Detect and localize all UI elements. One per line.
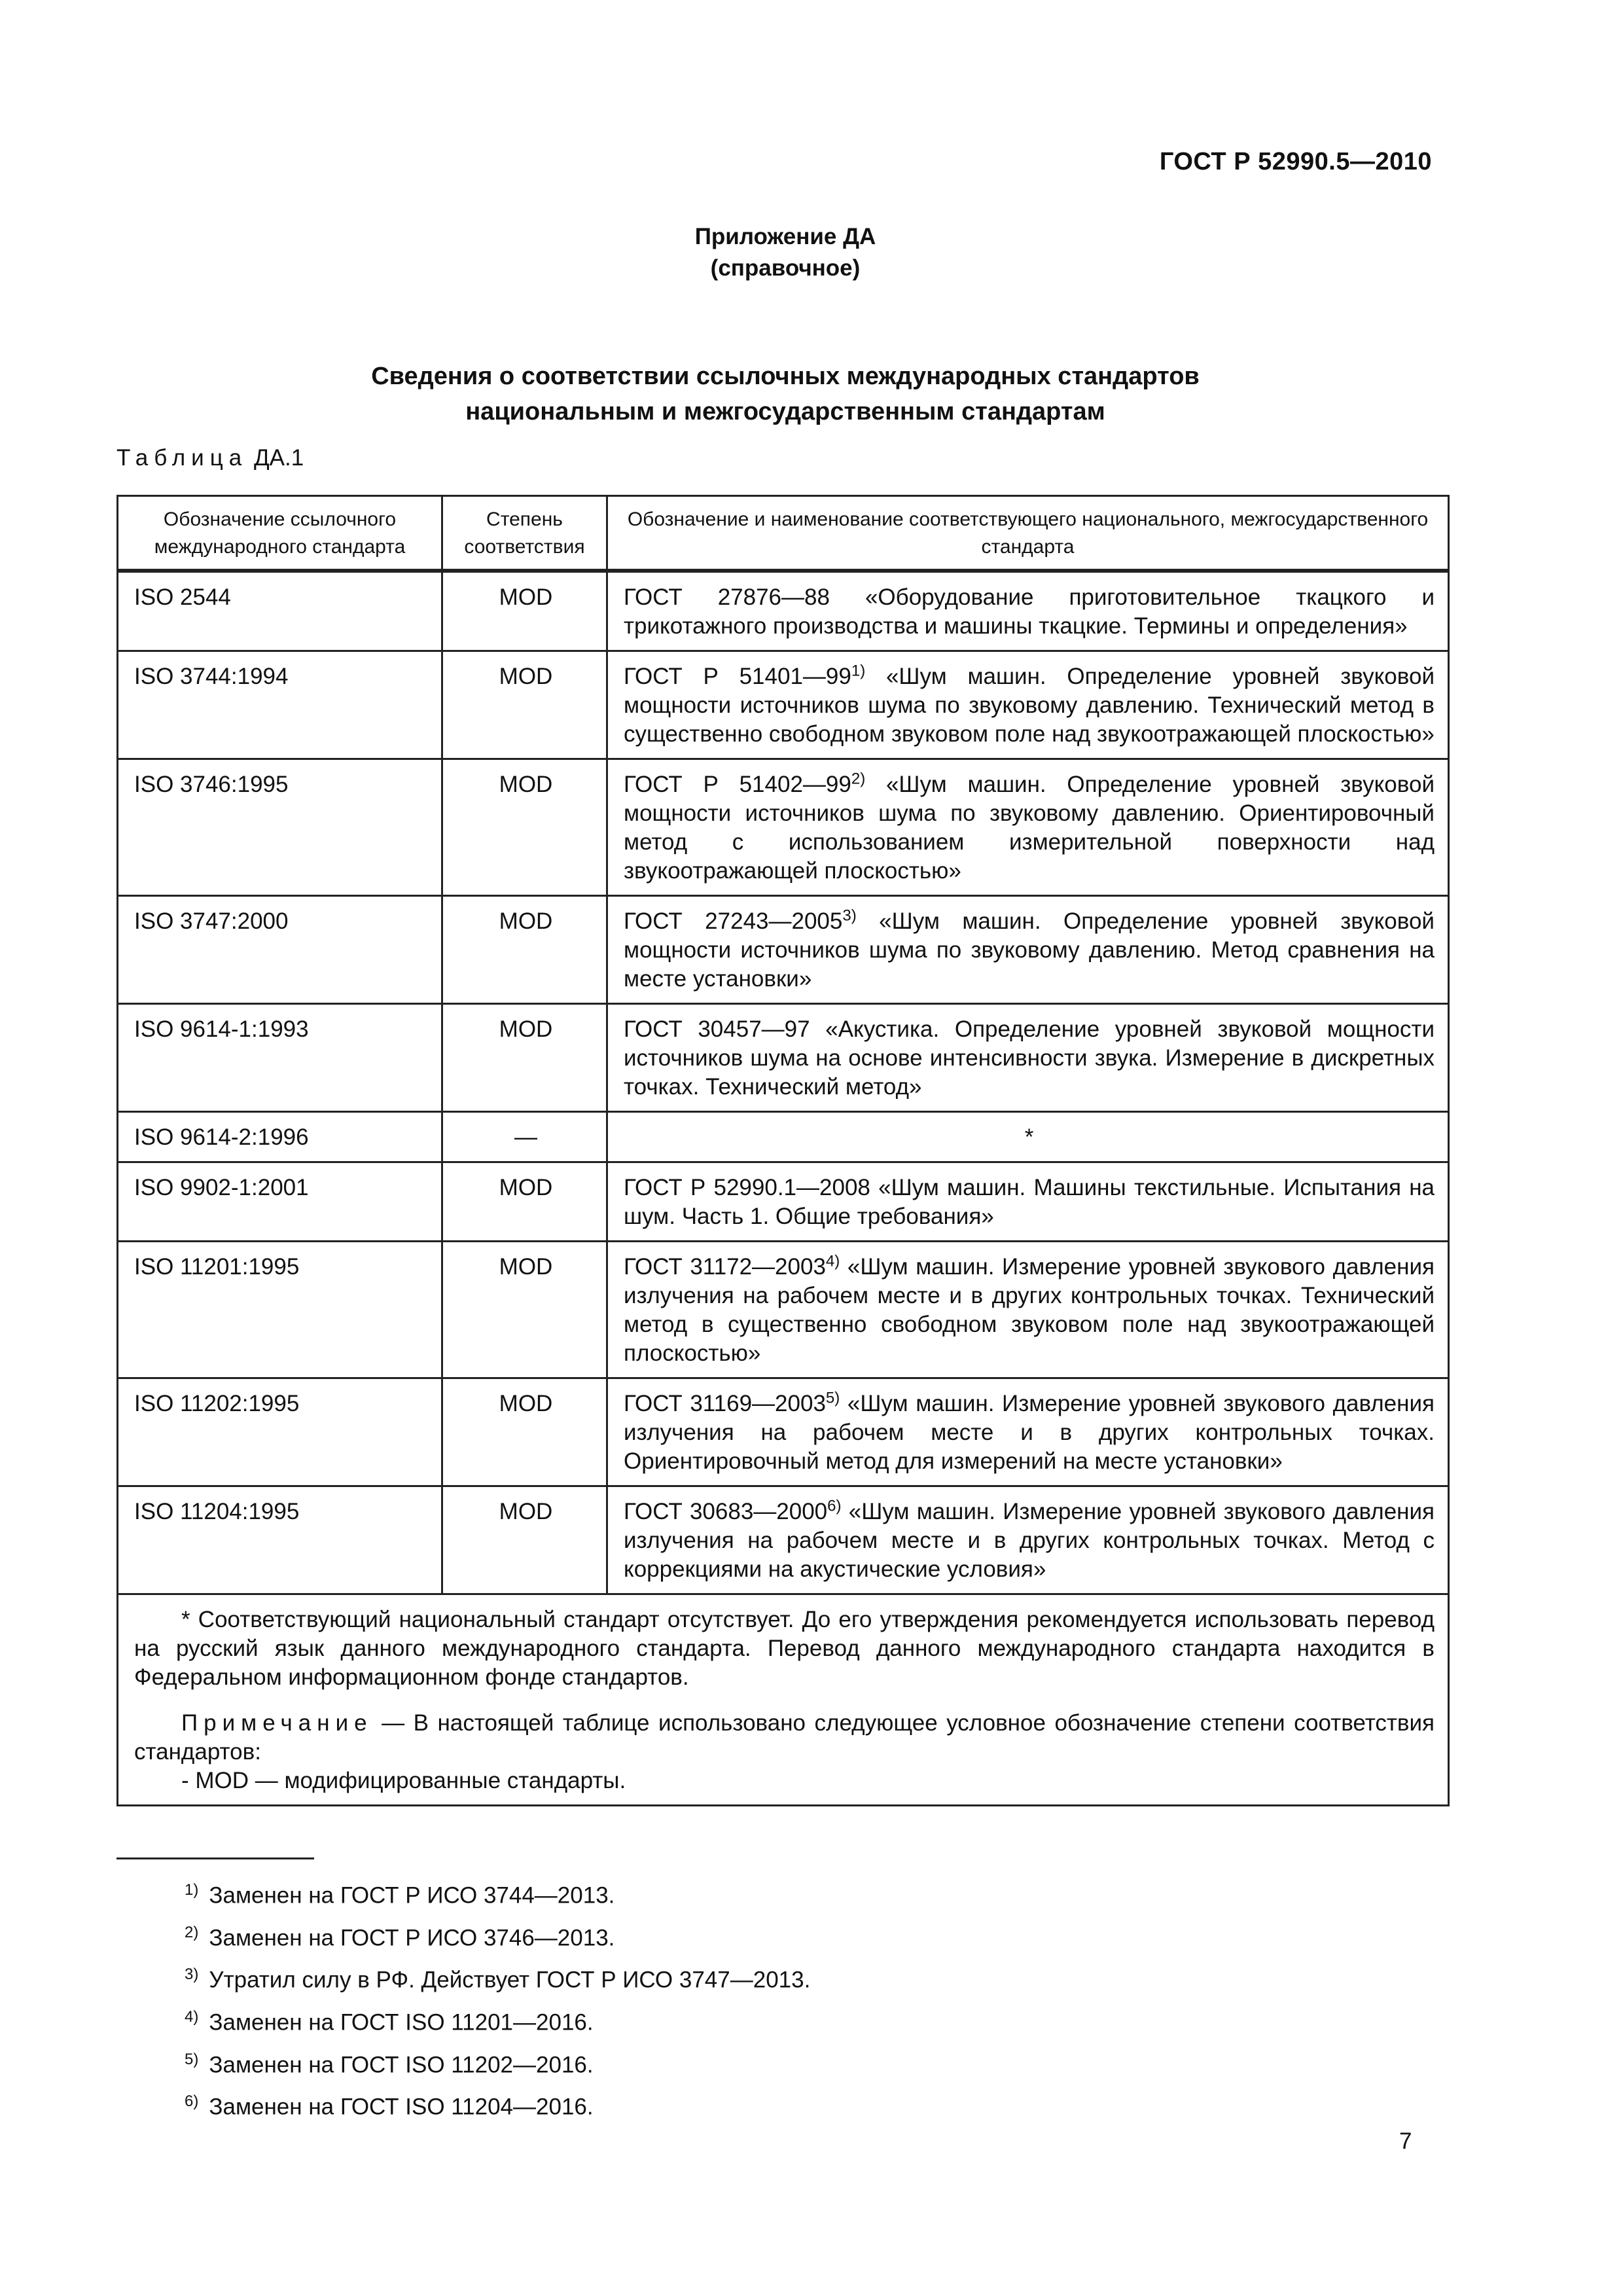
cell-national-standard	[607, 571, 1449, 651]
star-footnote: * Соответствующий национальный стандарт отсутствует. До его утверждения рекомендуется использовать перевод на русский язык данного международного стандарта. Перевод данного международного стандарта находится в Федеральном информационном фонде стандартов.	[134, 1607, 1435, 1690]
footnote-mark: 2)	[185, 1923, 199, 1941]
standard-title: «Шум машин. Машины текстильные. Испытания на шум. Часть 1. Общие требования»	[624, 1175, 1435, 1229]
table-caption	[116, 445, 304, 471]
standard-title: «Шум машин. Определение уровней звуковой мощности источников шума по звуковому давлению. Технический метод в существенно свободном звуковом поле над звукоотражающей плоскостью»	[624, 664, 1435, 747]
cell-international-standard: ISO 9614-2:1996	[118, 1112, 442, 1162]
standard-title: «Акустика. Определение уровней звуковой мощности источников шума на основе интенсивности звука. Измерение в дискретных точках. Технический метод»	[624, 1016, 1435, 1100]
footnote-text: Заменен на ГОСТ ISO 11202—2016.	[209, 2052, 594, 2078]
cell-international-standard: ISO 11201:1995	[118, 1242, 442, 1378]
page-number: 7	[1399, 2128, 1412, 2154]
footnote	[185, 1999, 810, 2041]
cell-international-standard: ISO 2544	[118, 571, 442, 651]
cell-degree: MOD	[442, 1242, 607, 1378]
cell-degree: MOD	[442, 571, 607, 651]
cell-degree: MOD	[442, 759, 607, 896]
table-row	[118, 1004, 1449, 1112]
note-text: — В настоящей таблице использовано следующее условное обозначение степени соответствия стандартов:	[134, 1710, 1435, 1765]
section-title	[0, 359, 1571, 429]
cell-national-standard	[607, 896, 1449, 1004]
cell-international-standard: ISO 9902-1:2001	[118, 1162, 442, 1242]
table-row	[118, 896, 1449, 1004]
footnote-ref: 3)	[842, 906, 857, 925]
cell-national-standard	[607, 1378, 1449, 1486]
footnote-ref: 4)	[825, 1252, 840, 1270]
cell-national-standard	[607, 759, 1449, 896]
table-caption-prefix: Таблица	[116, 445, 248, 471]
table-caption-id: ДА.1	[253, 445, 304, 471]
table-row	[118, 1378, 1449, 1486]
gost-designation: ГОСТ Р 51401—99	[624, 664, 851, 689]
footnote-text: Заменен на ГОСТ ISO 11204—2016.	[209, 2094, 594, 2120]
gost-designation: ГОСТ 30683—2000	[624, 1499, 828, 1524]
table-row	[118, 1242, 1449, 1378]
footnote	[185, 1914, 810, 1957]
gost-designation: ГОСТ 27243—2005	[624, 908, 843, 934]
cell-national-standard	[607, 1112, 1449, 1162]
cell-degree: MOD	[442, 1486, 607, 1594]
cell-degree: MOD	[442, 1004, 607, 1112]
cell-international-standard: ISO 3747:2000	[118, 896, 442, 1004]
table-header-row	[118, 496, 1449, 571]
appendix-subtitle: (справочное)	[710, 255, 861, 281]
note-label: Примечание	[181, 1710, 373, 1736]
cell-degree: —	[442, 1112, 607, 1162]
standard-title: «Шум машин. Измерение уровней звукового давления излучения на рабочем месте и в других контрольных точках. Технический метод в существенно свободном звуковом поле над звукоотражающей плоскостью»	[624, 1254, 1435, 1366]
standard-title: «Оборудование приготовительное ткацкого и трикотажного производства и машины ткацкие. Термины и определения»	[624, 584, 1435, 639]
cell-national-standard	[607, 1004, 1449, 1112]
table-row	[118, 1162, 1449, 1242]
table-row	[118, 651, 1449, 759]
cell-degree: MOD	[442, 1378, 607, 1486]
gost-designation: *	[1024, 1124, 1034, 1150]
cell-national-standard	[607, 651, 1449, 759]
footnotes	[185, 1872, 810, 2126]
footnote-ref: 2)	[851, 770, 866, 788]
gost-designation: ГОСТ 30457—97	[624, 1016, 810, 1042]
table-row	[118, 1486, 1449, 1594]
section-title-line-2: национальным и межгосударственным стандартам	[465, 398, 1105, 425]
header-degree: Степень соответствия	[442, 496, 607, 571]
header-national-standard: Обозначение и наименование соответствующего национального, межгосударственного стандарта	[607, 496, 1449, 571]
standard-title: «Шум машин. Измерение уровней звукового давления излучения на рабочем месте и в других контрольных точках. Ориентировочный метод для измерений на месте установки»	[624, 1391, 1435, 1474]
gost-designation: ГОСТ 31169—2003	[624, 1391, 826, 1416]
table-notes-row	[118, 1594, 1449, 1806]
cell-international-standard: ISO 3746:1995	[118, 759, 442, 896]
footnote-mark: 6)	[185, 2092, 199, 2111]
header-international-standard: Обозначение ссылочного международного стандарта	[118, 496, 442, 571]
footnote-mark: 3)	[185, 1965, 199, 1984]
cell-international-standard: ISO 9614-1:1993	[118, 1004, 442, 1112]
cell-degree: MOD	[442, 1162, 607, 1242]
footnote-ref: 5)	[825, 1389, 840, 1407]
footnote	[185, 2041, 810, 2084]
note-list-item: - MOD — модифицированные стандарты.	[181, 1768, 626, 1793]
table-row	[118, 571, 1449, 651]
cell-national-standard	[607, 1486, 1449, 1594]
correspondence-table	[116, 495, 1450, 1806]
standard-title: «Шум машин. Определение уровней звуковой мощности источников шума по звуковому давлению. Ориентировочный метод с использованием измерительной поверхности над звукоотражающей плоскостью»	[624, 772, 1435, 884]
footnote-mark: 5)	[185, 2050, 199, 2068]
standard-title: «Шум машин. Измерение уровней звукового давления излучения на рабочем месте и в других контрольных точках. Метод с коррекциями на акустические условия»	[624, 1499, 1435, 1582]
cell-national-standard	[607, 1242, 1449, 1378]
table-row	[118, 759, 1449, 896]
table-row	[118, 1112, 1449, 1162]
cell-degree: MOD	[442, 896, 607, 1004]
gost-designation: ГОСТ 31172—2003	[624, 1254, 826, 1280]
footnote	[185, 1956, 810, 1999]
gost-designation: ГОСТ 27876—88	[624, 584, 830, 610]
table-notes	[118, 1594, 1449, 1806]
footnote-text: Заменен на ГОСТ Р ИСО 3746—2013.	[209, 1925, 615, 1951]
cell-degree: MOD	[442, 651, 607, 759]
footnote-ref: 1)	[851, 662, 866, 680]
section-title-line-1: Сведения о соответствии ссылочных международных стандартов	[371, 363, 1200, 390]
standard-title: «Шум машин. Определение уровней звуковой мощности источников шума по звуковому давлению. Метод сравнения на месте установки»	[624, 908, 1435, 992]
document-number: ГОСТ Р 52990.5—2010	[1159, 148, 1432, 175]
cell-national-standard	[607, 1162, 1449, 1242]
gost-designation: ГОСТ Р 52990.1—2008	[624, 1175, 870, 1200]
footnote-mark: 1)	[185, 1881, 199, 1899]
cell-international-standard: ISO 11204:1995	[118, 1486, 442, 1594]
footnote	[185, 1872, 810, 1914]
footnote-text: Утратил силу в РФ. Действует ГОСТ Р ИСО 3747—2013.	[209, 1967, 811, 1993]
cell-international-standard: ISO 11202:1995	[118, 1378, 442, 1486]
footnote-text: Заменен на ГОСТ ISO 11201—2016.	[209, 2009, 594, 2036]
footnote-mark: 4)	[185, 2007, 199, 2026]
cell-international-standard: ISO 3744:1994	[118, 651, 442, 759]
footnote-text: Заменен на ГОСТ Р ИСО 3744—2013.	[209, 1882, 615, 1909]
table-note	[134, 1709, 1435, 1767]
appendix-heading	[0, 221, 1571, 284]
footnote-ref: 6)	[827, 1497, 842, 1515]
footnote-separator	[116, 1857, 314, 1859]
gost-designation: ГОСТ Р 51402—99	[624, 772, 851, 797]
footnote	[185, 2083, 810, 2126]
appendix-title: Приложение ДА	[694, 224, 876, 249]
